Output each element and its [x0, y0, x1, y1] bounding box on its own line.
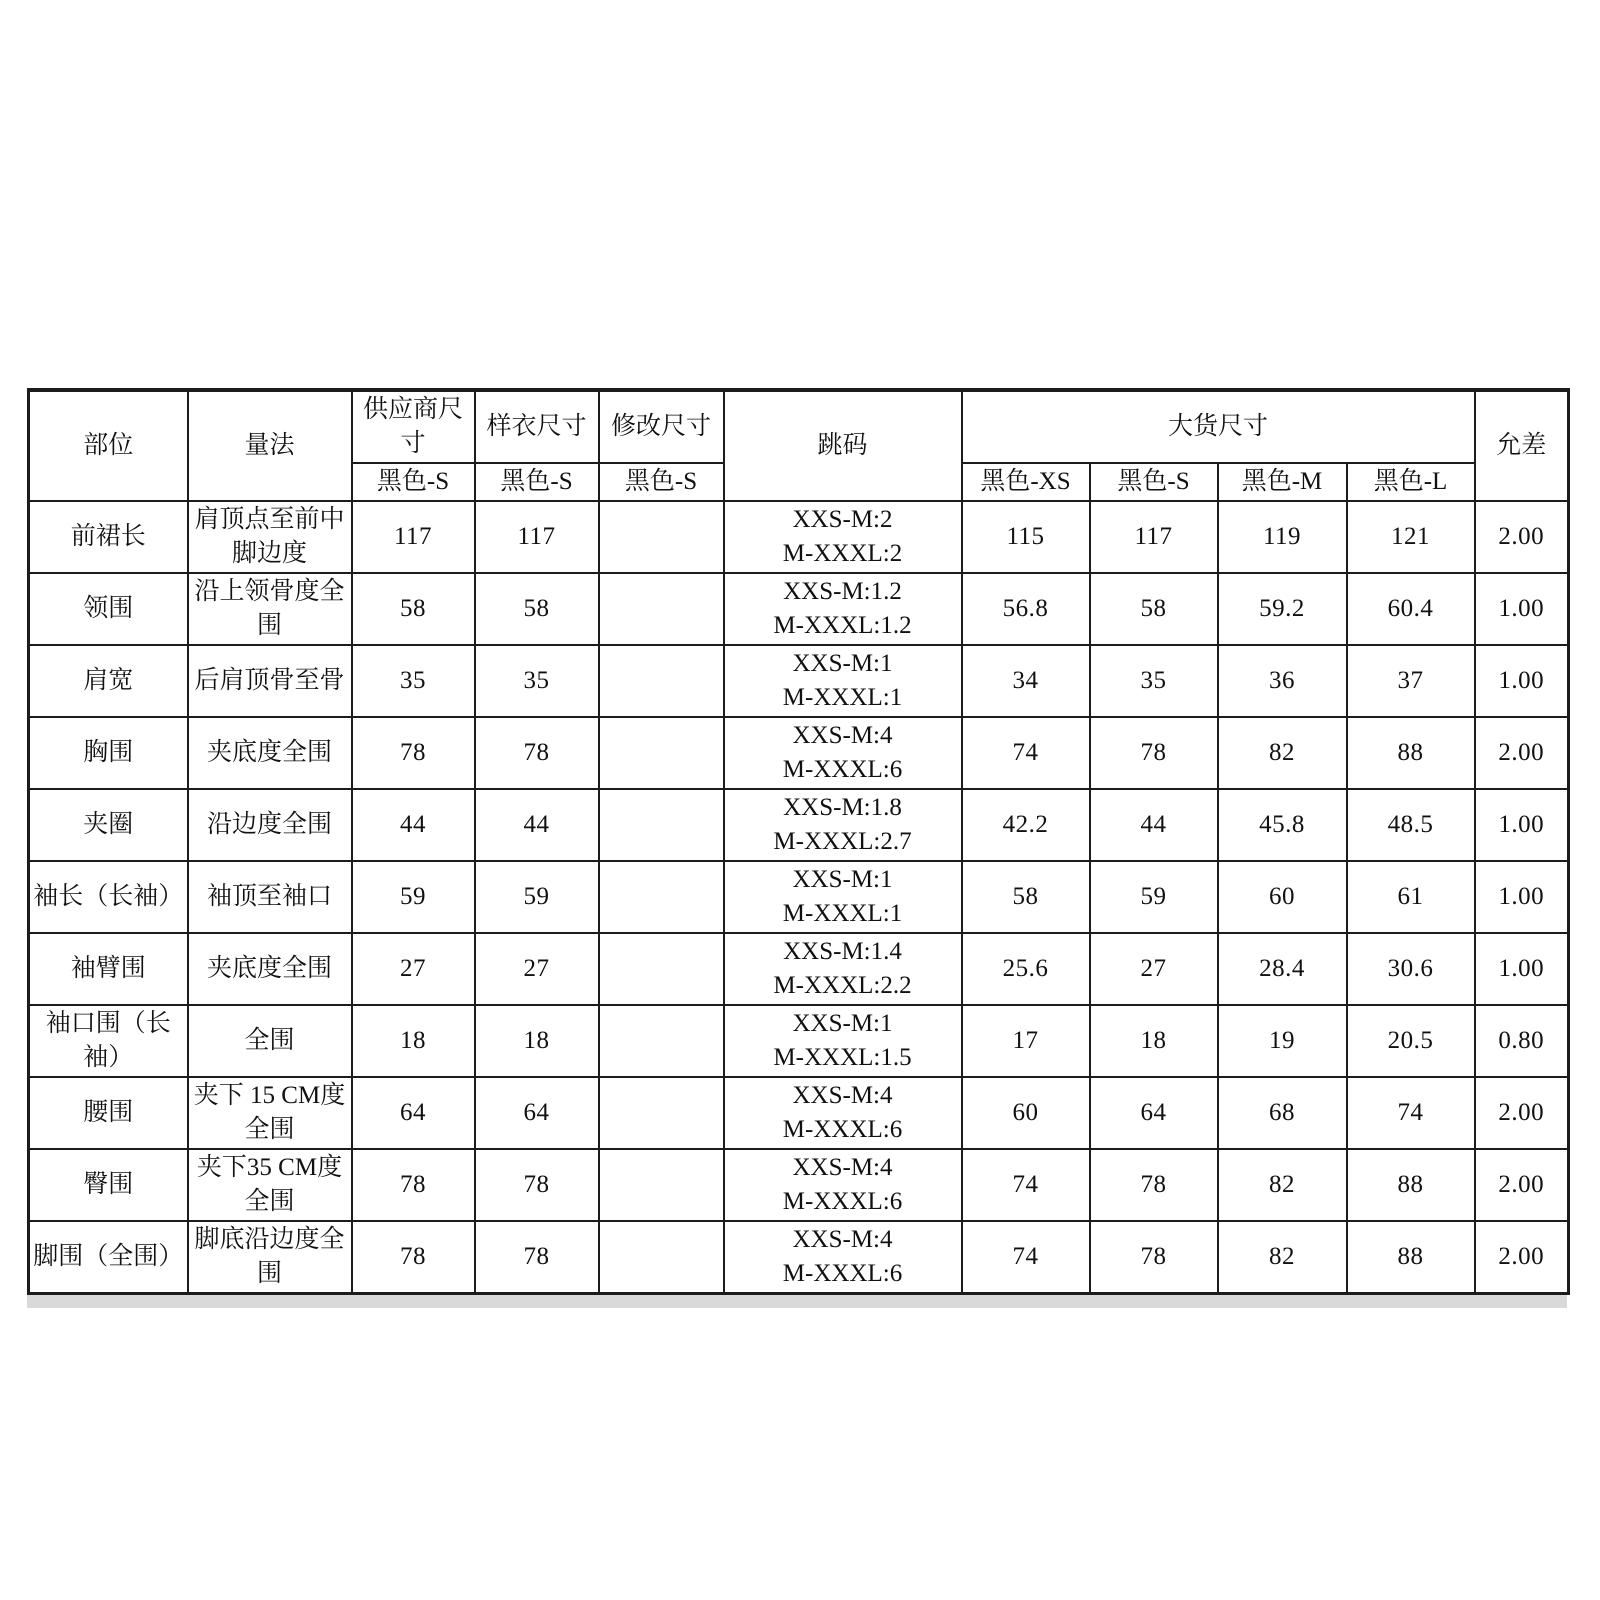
cell-method: 夹底度全围: [188, 933, 352, 1005]
table-header: [29, 390, 1569, 501]
cell-supplier-size: 78: [352, 1149, 475, 1221]
cell-sample-size: 59: [475, 861, 599, 933]
cell-jump: [724, 1149, 962, 1221]
header-modified-size: 修改尺寸: [599, 390, 724, 463]
cell-sample-size: 78: [475, 1149, 599, 1221]
cell-bulk-0: 74: [962, 717, 1090, 789]
cell-modified-size: [599, 1221, 724, 1294]
header-supplier-sub: 黑色-S: [352, 463, 475, 501]
jump-line: M-XXXL:1: [782, 684, 903, 711]
cell-jump: [724, 933, 962, 1005]
header-sample-size: 样衣尺寸: [475, 390, 599, 463]
cell-part: 腰围: [29, 1077, 188, 1149]
jump-line: XXS-M:1: [792, 1010, 893, 1037]
cell-jump: [724, 1221, 962, 1294]
cell-part: 夹圈: [29, 789, 188, 861]
table-row: [29, 861, 1569, 933]
cell-tolerance: 2.00: [1475, 501, 1569, 573]
cell-bulk-2: 60: [1218, 861, 1347, 933]
cell-sample-size: 35: [475, 645, 599, 717]
cell-tolerance: 1.00: [1475, 933, 1569, 1005]
table-row: [29, 645, 1569, 717]
cell-tolerance: 2.00: [1475, 1149, 1569, 1221]
cell-bulk-1: 78: [1090, 1221, 1218, 1294]
cell-jump: [724, 717, 962, 789]
cell-modified-size: [599, 1005, 724, 1077]
size-spec-table: [27, 388, 1567, 1308]
jump-line: XXS-M:4: [792, 1082, 893, 1109]
jump-line: M-XXXL:6: [782, 1116, 903, 1143]
cell-part: 袖长（长袖）: [29, 861, 188, 933]
cell-bulk-3: 88: [1347, 717, 1475, 789]
cell-tolerance: 2.00: [1475, 1077, 1569, 1149]
cell-bulk-0: 25.6: [962, 933, 1090, 1005]
cell-tolerance: 1.00: [1475, 573, 1569, 645]
cell-jump: [724, 1005, 962, 1077]
jump-line: XXS-M:1: [792, 650, 893, 677]
cell-method: 夹下 15 CM度全围: [188, 1077, 352, 1149]
cell-method: 夹下35 CM度全围: [188, 1149, 352, 1221]
cell-bulk-2: 68: [1218, 1077, 1347, 1149]
cell-supplier-size: 64: [352, 1077, 475, 1149]
cell-supplier-size: 18: [352, 1005, 475, 1077]
header-sample-sub: 黑色-S: [475, 463, 599, 501]
header-bulk-l: 黑色-L: [1347, 463, 1475, 501]
cell-bulk-1: 44: [1090, 789, 1218, 861]
cell-bulk-0: 74: [962, 1149, 1090, 1221]
header-method: 量法: [188, 390, 352, 501]
cell-bulk-3: 37: [1347, 645, 1475, 717]
cell-bulk-1: 58: [1090, 573, 1218, 645]
header-bulk-s: 黑色-S: [1090, 463, 1218, 501]
cell-sample-size: 78: [475, 1221, 599, 1294]
cell-part: 袖臂围: [29, 933, 188, 1005]
size-spec-grid: [27, 388, 1570, 1295]
cell-method: 全围: [188, 1005, 352, 1077]
cell-bulk-3: 20.5: [1347, 1005, 1475, 1077]
cell-tolerance: 2.00: [1475, 1221, 1569, 1294]
jump-line: XXS-M:4: [792, 1226, 893, 1253]
cell-bulk-0: 34: [962, 645, 1090, 717]
cell-bulk-2: 82: [1218, 1221, 1347, 1294]
cell-bulk-1: 117: [1090, 501, 1218, 573]
cell-part: 臀围: [29, 1149, 188, 1221]
cell-supplier-size: 78: [352, 717, 475, 789]
cell-part: 袖口围（长袖）: [29, 1005, 188, 1077]
table-row: [29, 501, 1569, 573]
jump-line: XXS-M:1: [792, 866, 893, 893]
table-row: [29, 1005, 1569, 1077]
cell-bulk-3: 74: [1347, 1077, 1475, 1149]
cell-bulk-2: 45.8: [1218, 789, 1347, 861]
cell-supplier-size: 58: [352, 573, 475, 645]
jump-line: M-XXXL:1.2: [773, 612, 912, 639]
header-supplier-size: 供应商尺寸: [352, 390, 475, 463]
cell-part: 肩宽: [29, 645, 188, 717]
cell-bulk-2: 82: [1218, 1149, 1347, 1221]
cell-bulk-1: 64: [1090, 1077, 1218, 1149]
header-tolerance: 允差: [1475, 390, 1569, 501]
header-bulk-xs: 黑色-XS: [962, 463, 1090, 501]
table-row: [29, 1077, 1569, 1149]
cell-bulk-0: 115: [962, 501, 1090, 573]
cell-part: 胸围: [29, 717, 188, 789]
cell-sample-size: 58: [475, 573, 599, 645]
cell-bulk-2: 82: [1218, 717, 1347, 789]
cell-method: 袖顶至袖口: [188, 861, 352, 933]
cell-bulk-2: 19: [1218, 1005, 1347, 1077]
jump-line: M-XXXL:6: [782, 1260, 903, 1287]
cell-bulk-3: 48.5: [1347, 789, 1475, 861]
cell-bulk-1: 27: [1090, 933, 1218, 1005]
cell-bulk-3: 30.6: [1347, 933, 1475, 1005]
cell-bulk-0: 58: [962, 861, 1090, 933]
jump-line: XXS-M:1.2: [783, 578, 902, 605]
jump-line: XXS-M:4: [792, 722, 893, 749]
cell-bulk-0: 42.2: [962, 789, 1090, 861]
cell-jump: [724, 645, 962, 717]
cell-part: 领围: [29, 573, 188, 645]
table-row: [29, 933, 1569, 1005]
cell-bulk-1: 78: [1090, 1149, 1218, 1221]
header-bulk-size: 大货尺寸: [962, 390, 1475, 463]
jump-line: XXS-M:4: [792, 1154, 893, 1181]
cell-part: 前裙长: [29, 501, 188, 573]
cell-method: 肩顶点至前中脚边度: [188, 501, 352, 573]
jump-line: XXS-M:1.8: [783, 794, 902, 821]
table-row: [29, 717, 1569, 789]
cell-modified-size: [599, 717, 724, 789]
cell-bulk-2: 119: [1218, 501, 1347, 573]
cell-supplier-size: 117: [352, 501, 475, 573]
cell-method: 后肩顶骨至骨: [188, 645, 352, 717]
cell-supplier-size: 27: [352, 933, 475, 1005]
cell-jump: [724, 501, 962, 573]
cell-supplier-size: 78: [352, 1221, 475, 1294]
jump-line: M-XXXL:2.2: [773, 972, 912, 999]
cell-bulk-3: 61: [1347, 861, 1475, 933]
cell-bulk-1: 78: [1090, 717, 1218, 789]
header-modified-sub: 黑色-S: [599, 463, 724, 501]
cell-tolerance: 0.80: [1475, 1005, 1569, 1077]
cell-bulk-0: 74: [962, 1221, 1090, 1294]
cell-bulk-0: 17: [962, 1005, 1090, 1077]
cell-method: 沿上领骨度全围: [188, 573, 352, 645]
cell-bulk-2: 36: [1218, 645, 1347, 717]
header-row-1: [29, 390, 1569, 463]
cell-supplier-size: 44: [352, 789, 475, 861]
cell-bulk-1: 59: [1090, 861, 1218, 933]
header-part: 部位: [29, 390, 188, 501]
table-body: [29, 501, 1569, 1294]
cell-sample-size: 18: [475, 1005, 599, 1077]
jump-line: M-XXXL:1: [782, 900, 903, 927]
cell-modified-size: [599, 933, 724, 1005]
cell-sample-size: 64: [475, 1077, 599, 1149]
table-row: [29, 573, 1569, 645]
scan-artifact-strip: [27, 1295, 1567, 1308]
cell-bulk-2: 59.2: [1218, 573, 1347, 645]
cell-sample-size: 44: [475, 789, 599, 861]
cell-bulk-0: 60: [962, 1077, 1090, 1149]
cell-modified-size: [599, 573, 724, 645]
cell-jump: [724, 1077, 962, 1149]
cell-tolerance: 1.00: [1475, 789, 1569, 861]
cell-modified-size: [599, 789, 724, 861]
cell-bulk-3: 121: [1347, 501, 1475, 573]
cell-bulk-1: 18: [1090, 1005, 1218, 1077]
cell-bulk-1: 35: [1090, 645, 1218, 717]
table-row: [29, 789, 1569, 861]
cell-supplier-size: 35: [352, 645, 475, 717]
jump-line: M-XXXL:6: [782, 756, 903, 783]
cell-bulk-3: 60.4: [1347, 573, 1475, 645]
cell-modified-size: [599, 501, 724, 573]
header-bulk-m: 黑色-M: [1218, 463, 1347, 501]
cell-supplier-size: 59: [352, 861, 475, 933]
jump-line: M-XXXL:2: [782, 540, 903, 567]
cell-tolerance: 1.00: [1475, 645, 1569, 717]
cell-modified-size: [599, 1077, 724, 1149]
cell-modified-size: [599, 861, 724, 933]
cell-sample-size: 27: [475, 933, 599, 1005]
cell-jump: [724, 789, 962, 861]
cell-bulk-2: 28.4: [1218, 933, 1347, 1005]
cell-bulk-3: 88: [1347, 1221, 1475, 1294]
cell-bulk-0: 56.8: [962, 573, 1090, 645]
cell-method: 沿边度全围: [188, 789, 352, 861]
cell-modified-size: [599, 1149, 724, 1221]
cell-bulk-3: 88: [1347, 1149, 1475, 1221]
cell-part: 脚围（全围）: [29, 1221, 188, 1294]
jump-line: M-XXXL:6: [782, 1188, 903, 1215]
jump-line: XXS-M:2: [792, 506, 893, 533]
cell-jump: [724, 573, 962, 645]
cell-sample-size: 117: [475, 501, 599, 573]
jump-line: XXS-M:1.4: [783, 938, 902, 965]
table-row: [29, 1149, 1569, 1221]
cell-tolerance: 2.00: [1475, 717, 1569, 789]
jump-line: M-XXXL:1.5: [773, 1044, 912, 1071]
header-jump: 跳码: [724, 390, 962, 501]
cell-sample-size: 78: [475, 717, 599, 789]
cell-tolerance: 1.00: [1475, 861, 1569, 933]
cell-method: 夹底度全围: [188, 717, 352, 789]
table-row: [29, 1221, 1569, 1294]
cell-jump: [724, 861, 962, 933]
cell-method: 脚底沿边度全围: [188, 1221, 352, 1294]
jump-line: M-XXXL:2.7: [773, 828, 912, 855]
cell-modified-size: [599, 645, 724, 717]
